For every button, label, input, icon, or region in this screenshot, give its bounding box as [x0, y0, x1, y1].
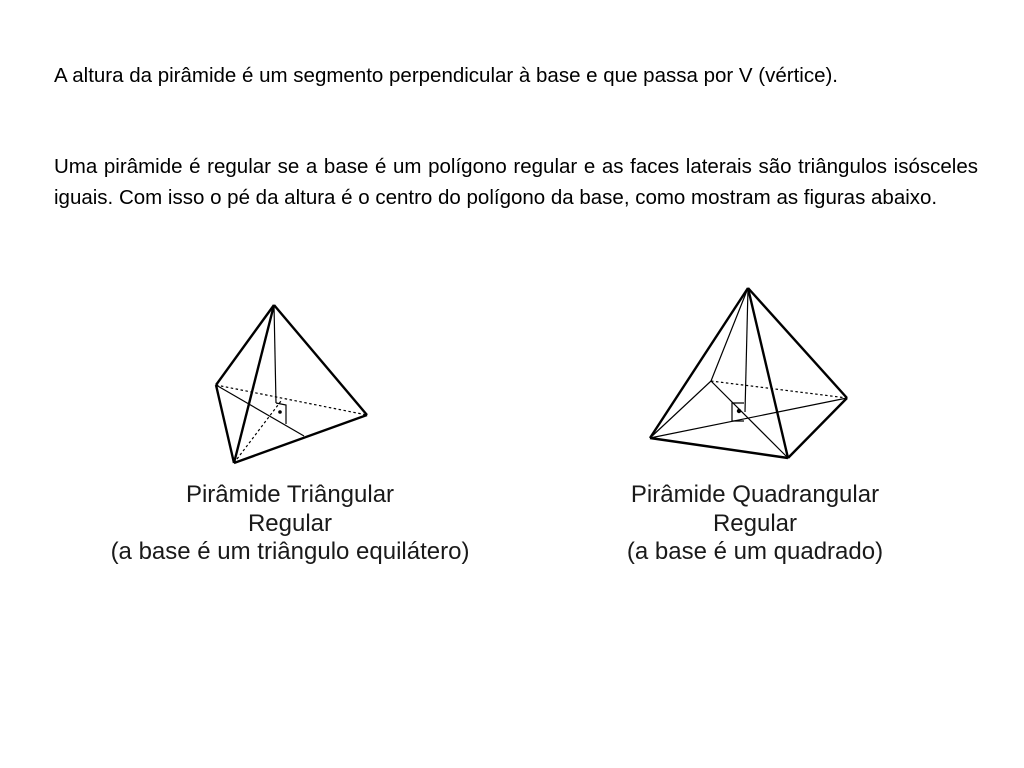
caption-subtitle: Regular: [712, 509, 798, 537]
caption-note: (a base é um quadrado): [626, 538, 884, 565]
square-pyramid-figure: [640, 280, 860, 465]
caption-subtitle: Regular: [247, 509, 333, 537]
caption-note: (a base é um triângulo equilátero): [110, 538, 470, 565]
square-pyramid-caption: [555, 481, 955, 567]
triangular-pyramid-figure: [200, 295, 380, 475]
triangular-pyramid-caption: [60, 481, 520, 567]
caption-title: Pirâmide Quadrangular: [630, 481, 880, 508]
caption-title: Pirâmide Triângular: [185, 481, 395, 508]
paragraph-altura: A altura da pirâmide é um segmento perpendicular à base e que passa por V (vértice).: [54, 64, 838, 87]
paragraph-piramide-regular: Uma pirâmide é regular se a base é um polígono regular e as faces laterais são triângulos isósceles iguais. Com isso o pé da altura é o centro do polígono da base, como mostram as figuras abaixo.: [54, 155, 978, 209]
